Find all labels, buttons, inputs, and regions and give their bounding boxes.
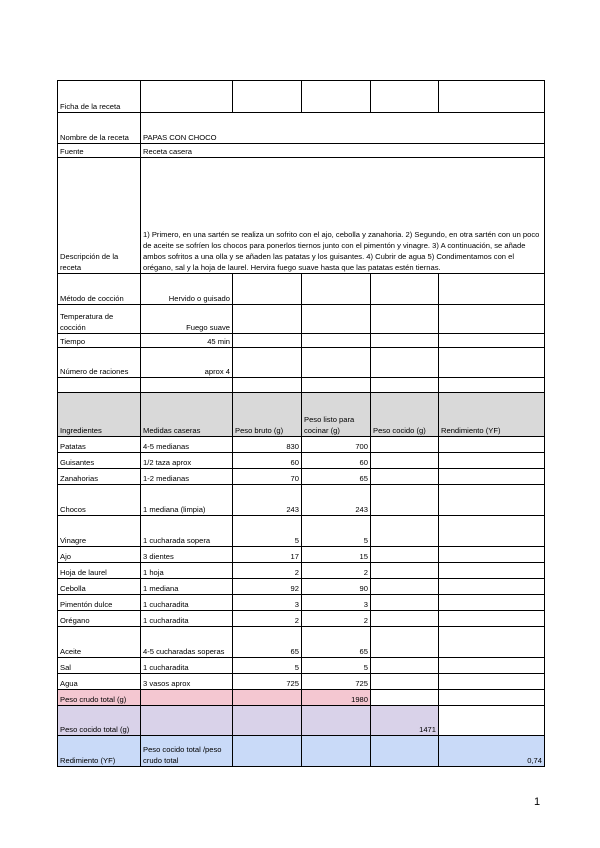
table-row — [58, 437, 545, 453]
ingredient-listo: 65 — [302, 627, 371, 658]
temperatura-label: Temperatura de cocción — [58, 305, 141, 334]
ingredient-bruto: 92 — [233, 579, 302, 595]
ingredient-name: Orégano — [58, 611, 141, 627]
ingredient-listo: 5 — [302, 658, 371, 674]
header-peso-cocido: Peso cocido (g) — [371, 393, 439, 437]
header-peso-listo: Peso listo para cocinar (g) — [302, 393, 371, 437]
ingredient-listo: 15 — [302, 547, 371, 563]
ingredient-name: Chocos — [58, 485, 141, 516]
ingredient-listo: 60 — [302, 453, 371, 469]
ingredient-measure: 4-5 cucharadas soperas — [141, 627, 233, 658]
header-peso-bruto: Peso bruto (g) — [233, 393, 302, 437]
ingredient-listo: 65 — [302, 469, 371, 485]
table-row — [58, 627, 545, 658]
ingredient-measure: 1/2 taza aprox — [141, 453, 233, 469]
raciones-label: Número de raciones — [58, 348, 141, 378]
recipe-sheet — [57, 80, 545, 767]
tiempo-label: Tiempo — [58, 334, 141, 348]
ingredient-name: Cebolla — [58, 579, 141, 595]
ingredient-bruto: 243 — [233, 485, 302, 516]
ingredient-listo: 90 — [302, 579, 371, 595]
rendimiento-row — [58, 736, 545, 767]
header-medidas: Medidas caseras — [141, 393, 233, 437]
ingredient-bruto: 725 — [233, 674, 302, 690]
crudo-total-label: Peso crudo total (g) — [58, 690, 141, 706]
table-row — [58, 547, 545, 563]
table-row — [58, 516, 545, 547]
ingredient-bruto: 60 — [233, 453, 302, 469]
nombre-label: Nombre de la receta — [58, 113, 141, 144]
ingredient-listo: 725 — [302, 674, 371, 690]
temperatura-value: Fuego suave — [141, 305, 233, 334]
ingredient-measure: 1 cucharadita — [141, 595, 233, 611]
table-row — [58, 579, 545, 595]
ingredient-bruto: 5 — [233, 516, 302, 547]
ingredient-bruto: 17 — [233, 547, 302, 563]
ingredient-bruto: 5 — [233, 658, 302, 674]
ingredient-bruto: 65 — [233, 627, 302, 658]
ingredient-listo: 2 — [302, 563, 371, 579]
table-row — [58, 469, 545, 485]
crudo-total-value: 1980 — [302, 690, 371, 706]
ingredient-name: Vinagre — [58, 516, 141, 547]
ingredient-bruto: 3 — [233, 595, 302, 611]
ingredient-name: Guisantes — [58, 453, 141, 469]
cocido-total-value: 1471 — [371, 706, 439, 736]
ingredient-measure: 1 cucharadita — [141, 611, 233, 627]
crudo-total-row — [58, 690, 545, 706]
cocido-total-label: Peso cocido total (g) — [58, 706, 141, 736]
ingredient-measure: 1 hoja — [141, 563, 233, 579]
ficha-title: Ficha de la receta — [58, 81, 141, 113]
ingredient-bruto: 70 — [233, 469, 302, 485]
ingredient-measure: 1 cucharada sopera — [141, 516, 233, 547]
page-number: 1 — [534, 796, 541, 808]
rendimiento-label: Redimiento (YF) — [58, 736, 141, 767]
header-ingredientes: Ingredientes — [58, 393, 141, 437]
ingredient-bruto: 830 — [233, 437, 302, 453]
ingredient-name: Aceite — [58, 627, 141, 658]
tiempo-value: 45 min — [141, 334, 233, 348]
fuente-label: Fuente — [58, 144, 141, 158]
descripcion-value: 1) Primero, en una sartén se realiza un sofrito con el ajo, cebolla y zanahoria. 2) Segundo, en otra sartén con un poco de aceite se sofríen los chocos para ponerlos tiernos junto con el pimentón y vinagre. 3) A continuación, se añade ambos sofritos a una olla y se añaden las patatas y los guisantes. 4) Cubrir de agua 5) Condimentamos con el orégano, sal y la hoja de laurel. Hervira fuego suave hasta que las patatas estén tiernas. — [141, 158, 545, 274]
ingredient-listo: 700 — [302, 437, 371, 453]
table-row — [58, 563, 545, 579]
ingredient-bruto: 2 — [233, 563, 302, 579]
ingredient-listo: 5 — [302, 516, 371, 547]
cocido-total-row — [58, 706, 545, 736]
ingredient-measure: 1 cucharadita — [141, 658, 233, 674]
ingredient-name: Pimentón dulce — [58, 595, 141, 611]
table-row — [58, 595, 545, 611]
ingredient-name: Ajo — [58, 547, 141, 563]
ingredient-measure: 3 vasos aprox — [141, 674, 233, 690]
ingredient-name: Patatas — [58, 437, 141, 453]
ingredient-listo: 3 — [302, 595, 371, 611]
ingredient-measure: 1 mediana — [141, 579, 233, 595]
rendimiento-value: 0,74 — [439, 736, 545, 767]
ingredient-measure: 3 dientes — [141, 547, 233, 563]
descripcion-label: Descripción de la receta — [58, 158, 141, 274]
rendimiento-formula: Peso cocido total /peso crudo total — [141, 736, 233, 767]
metodo-label: Método de cocción — [58, 274, 141, 305]
ingredient-listo: 2 — [302, 611, 371, 627]
nombre-value: PAPAS CON CHOCO — [141, 113, 545, 144]
header-rendimiento: Rendimiento (YF) — [439, 393, 545, 437]
ingredient-name: Hoja de laurel — [58, 563, 141, 579]
table-row — [58, 611, 545, 627]
fuente-value: Receta casera — [141, 144, 545, 158]
ingredient-bruto: 2 — [233, 611, 302, 627]
ingredient-measure: 1-2 medianas — [141, 469, 233, 485]
ingredient-name: Agua — [58, 674, 141, 690]
ingredients-header-row — [58, 393, 545, 437]
ingredient-measure: 1 mediana (limpia) — [141, 485, 233, 516]
table-row — [58, 453, 545, 469]
table-row — [58, 485, 545, 516]
ingredient-listo: 243 — [302, 485, 371, 516]
raciones-value: aprox 4 — [141, 348, 233, 378]
ingredient-name: Zanahorias — [58, 469, 141, 485]
table-row — [58, 674, 545, 690]
ingredient-name: Sal — [58, 658, 141, 674]
ingredient-measure: 4-5 medianas — [141, 437, 233, 453]
metodo-value: Hervido o guisado — [141, 274, 233, 305]
table-row — [58, 658, 545, 674]
